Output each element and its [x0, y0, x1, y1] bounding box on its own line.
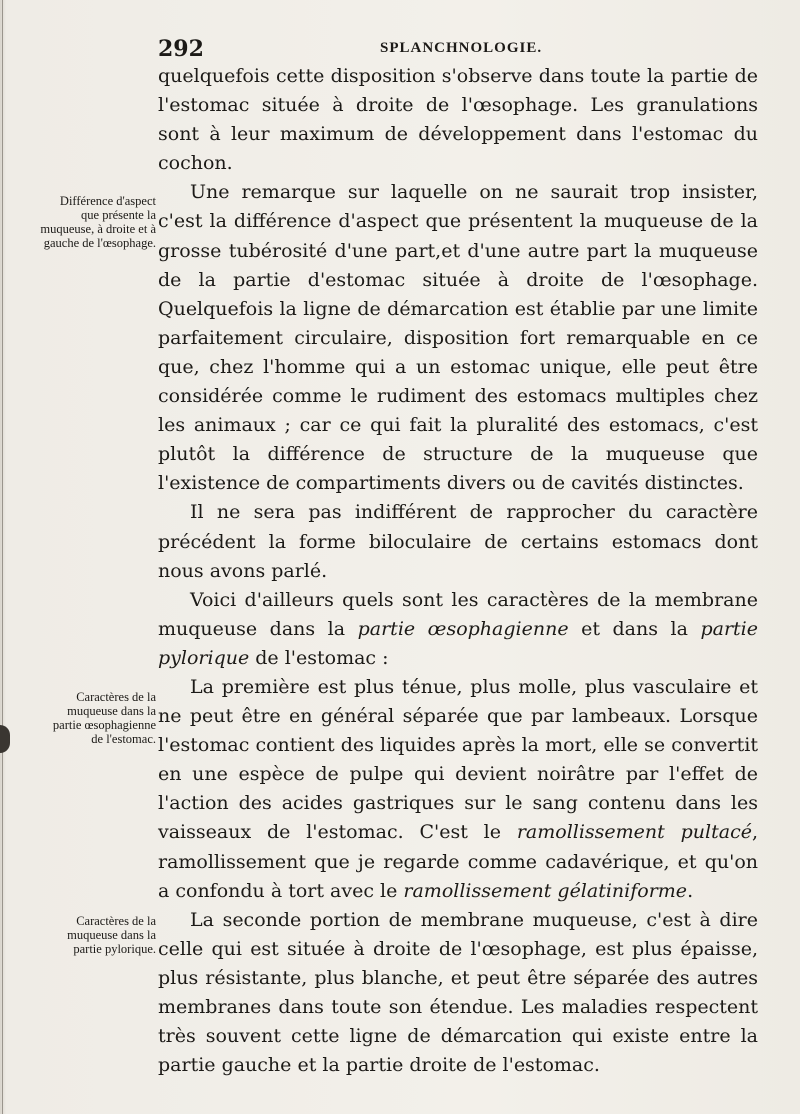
p4-text-a: Voici d'ailleurs quels sont les caractères de la membrane muqueuse dans la — [158, 588, 758, 640]
binding-mark — [0, 725, 10, 753]
page-edge — [2, 0, 3, 1114]
p5-text-a: La première est plus ténue, plus molle, plus vasculaire et ne peut être en général séparée que par lambeaux. Lorsque l'estomac contient des liquides après la mort, elle se convertit en une espèce de pulpe qui devient noirâtre par l'effet de l'action des acides gastriques sur le sang contenu dans les vaisseaux de l'estomac. C'est le — [158, 675, 758, 844]
p5-emphasis-gelatiniforme: ramollissement gélatiniforme — [403, 879, 688, 902]
paragraph-1: quelquefois cette disposition s'observe dans toute la partie de l'estomac située à droite de l'œsophage. Les granulations sont à leur maximum de développement dans l'estomac du cochon. — [158, 65, 758, 175]
page-header — [158, 36, 758, 64]
paragraph-2: Une remarque sur laquelle on ne saurait trop insister, c'est la différence d'aspect que présentent la muqueuse de la grosse tubérosité d'une part,et d'une autre part la muqueuse de la partie d'estomac située à droite de l'œsophage. Quelquefois la ligne de démarcation est établie par une limite parfaitement circulaire, disposition fort remarquable en ce que, chez l'homme qui a un estomac unique, elle peut être considérée comme le rudiment des estomacs multiples chez les animaux ; car ce qui fait la pluralité des estomacs, c'est plutôt la différence de structure de la muqueuse que l'existence de compartiments divers ou de cavités distinctes. — [158, 181, 758, 495]
running-head: SPLANCHNOLOGIE. — [380, 40, 543, 56]
p5-emphasis-pultace: ramollissement pultacé — [516, 821, 752, 844]
paragraph-4 — [158, 586, 758, 673]
margin-note-oesophageal: Caractères de la muqueuse dans la partie œsophagienne de l'estomac. — [52, 690, 156, 746]
p4-emphasis-oesophageal: partie œsophagienne — [357, 617, 569, 640]
margin-note-pyloric: Caractères de la muqueuse dans la partie pylorique. — [67, 914, 156, 956]
page-number: 292 — [158, 36, 204, 62]
p4-text-c: et dans la — [568, 617, 701, 640]
paragraph-3: Il ne sera pas indifférent de rapprocher du caractère précédent la forme biloculaire de certains estomacs dont nous avons parlé. — [158, 501, 758, 582]
p4-text-e: de l'estomac : — [249, 646, 389, 669]
paragraph-6: La seconde portion de membrane muqueuse, c'est à dire celle qui est située à droite de l'œsophage, est plus épaisse, plus résistante, plus blanche, et peut être séparée des autres membranes dans toute son étendue. Les maladies respectent très souvent cette ligne de démarcation qui existe entre la partie gauche et la partie droite de l'estomac. — [158, 908, 758, 1077]
body-text — [158, 62, 758, 1080]
paragraph-5 — [158, 673, 758, 906]
p4-emphasis-pyloric: partie pylorique — [158, 617, 758, 669]
p5-text-e: . — [687, 879, 694, 902]
p5-text-c: , ramollissement que je regarde comme cadavérique, et qu'on a confondu à tort avec le — [158, 821, 759, 902]
margin-note-difference: Différence d'aspect que présente la muqueuse, à droite et à gauche de l'œsophage. — [40, 194, 156, 250]
